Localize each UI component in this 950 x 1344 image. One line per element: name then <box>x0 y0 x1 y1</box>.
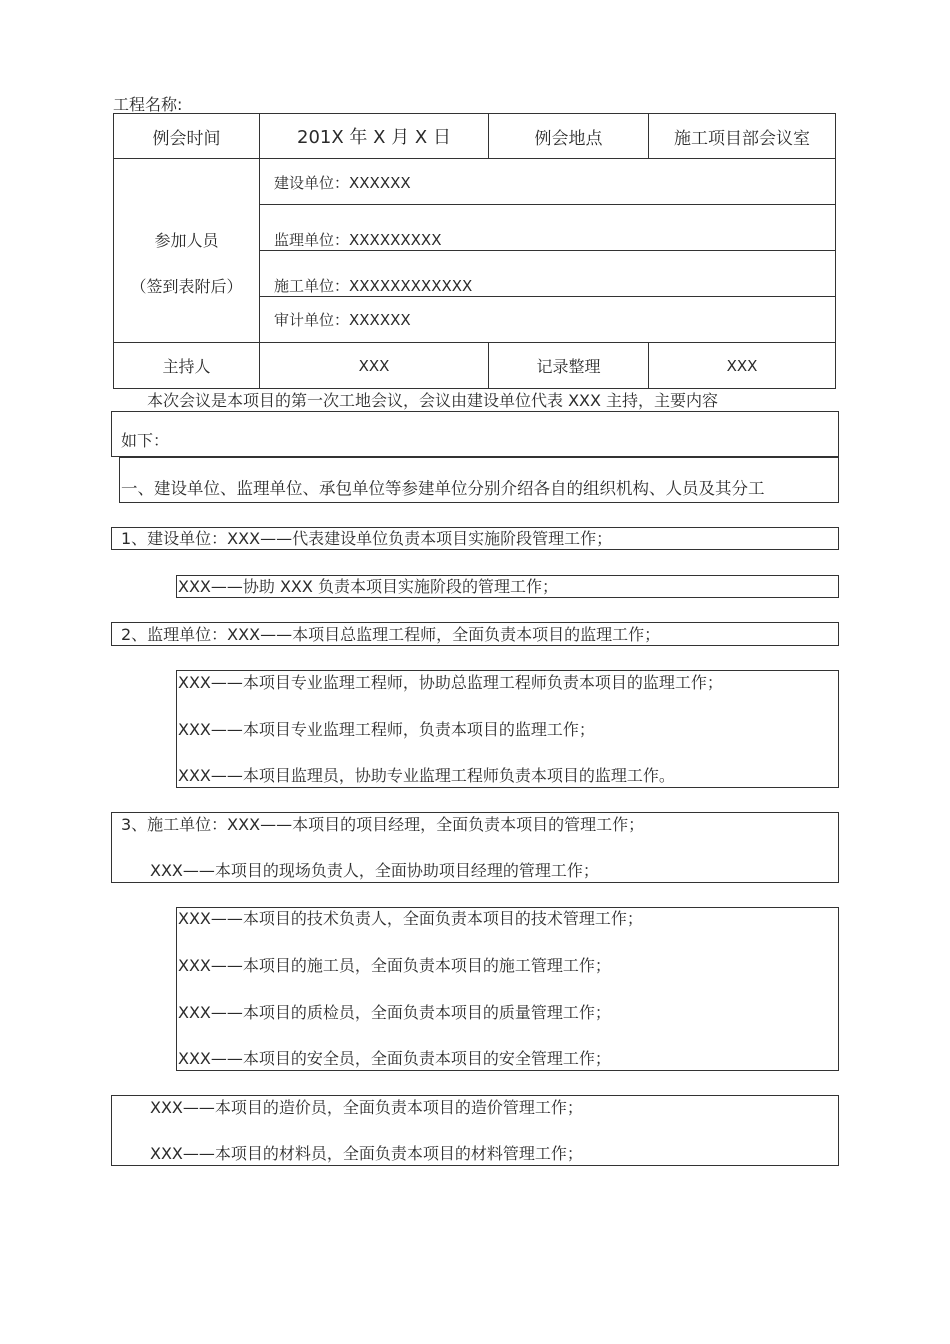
meeting-place-label: 例会地点 <box>534 128 603 149</box>
meeting-time-value: 201X 年 X 月 X 日 <box>297 127 451 148</box>
owner-line: 1、建设单位：XXX——代表建设单位负责本项目实施阶段管理工作； <box>121 529 613 548</box>
intro-paragraph: 本次会议是本项目的第一次工地会议，会议由建设单位代表 XXX 主持，主要内容 <box>147 391 719 410</box>
attendee-contractor: 施工单位：XXXXXXXXXXXX <box>274 277 473 295</box>
recorder-value: XXX <box>726 356 758 375</box>
attendee-owner: 建设单位：XXXXXX <box>274 174 411 192</box>
meeting-time-label: 例会时间 <box>152 128 221 149</box>
table-rule <box>113 158 836 159</box>
meeting-place-value: 施工项目部会议室 <box>674 128 810 149</box>
table-rule <box>260 204 836 205</box>
attendee-supervisor: 监理单位：XXXXXXXXX <box>274 231 442 249</box>
contractor-line: 3、施工单位：XXX——本项目的项目经理，全面负责本项目的管理工作； <box>121 815 645 834</box>
text-frame <box>176 907 839 1071</box>
attendees-note: （签到表附后） <box>130 277 243 296</box>
table-rule <box>260 250 836 251</box>
contractor-sub-line: XXX——本项目的质检员，全面负责本项目的质量管理工作； <box>178 1003 611 1022</box>
supervisor-sub-line: XXX——本项目专业监理工程师，协助总监理工程师负责本项目的监理工作； <box>178 673 723 692</box>
contractor-sub-line: XXX——本项目的造价员，全面负责本项目的造价管理工作； <box>150 1098 583 1117</box>
owner-sub-line: XXX——协助 XXX 负责本项目实施阶段的管理工作； <box>178 577 558 596</box>
contractor-sub-line: XXX——本项目的材料员，全面负责本项目的材料管理工作； <box>150 1144 583 1163</box>
host-value: XXX <box>358 356 390 375</box>
supervisor-sub-line: XXX——本项目专业监理工程师，负责本项目的监理工作； <box>178 720 595 739</box>
table-rule <box>260 296 836 297</box>
project-name-label: 工程名称: <box>113 95 183 114</box>
intro-paragraph-cont: 如下： <box>121 431 170 450</box>
supervisor-line: 2、监理单位：XXX——本项目总监理工程师，全面负责本项目的监理工作； <box>121 625 661 644</box>
attendee-auditor: 审计单位：XXXXXX <box>274 311 411 329</box>
text-frame <box>111 411 839 457</box>
contractor-sub-line: XXX——本项目的安全员，全面负责本项目的安全管理工作； <box>178 1049 611 1068</box>
section-heading: 一、建设单位、监理单位、承包单位等参建单位分别介绍各自的组织机构、人员及其分工 <box>121 479 765 498</box>
host-label: 主持人 <box>162 357 211 376</box>
contractor-sub-line: XXX——本项目的技术负责人，全面负责本项目的技术管理工作； <box>178 909 643 928</box>
contractor-sub-line: XXX——本项目的施工员，全面负责本项目的施工管理工作； <box>178 956 611 975</box>
supervisor-sub-line: XXX——本项目监理员，协助专业监理工程师负责本项目的监理工作。 <box>178 766 675 785</box>
recorder-label: 记录整理 <box>536 357 601 376</box>
attendees-label: 参加人员 <box>154 231 219 250</box>
contractor-line: XXX——本项目的现场负责人，全面协助项目经理的管理工作； <box>150 861 599 880</box>
